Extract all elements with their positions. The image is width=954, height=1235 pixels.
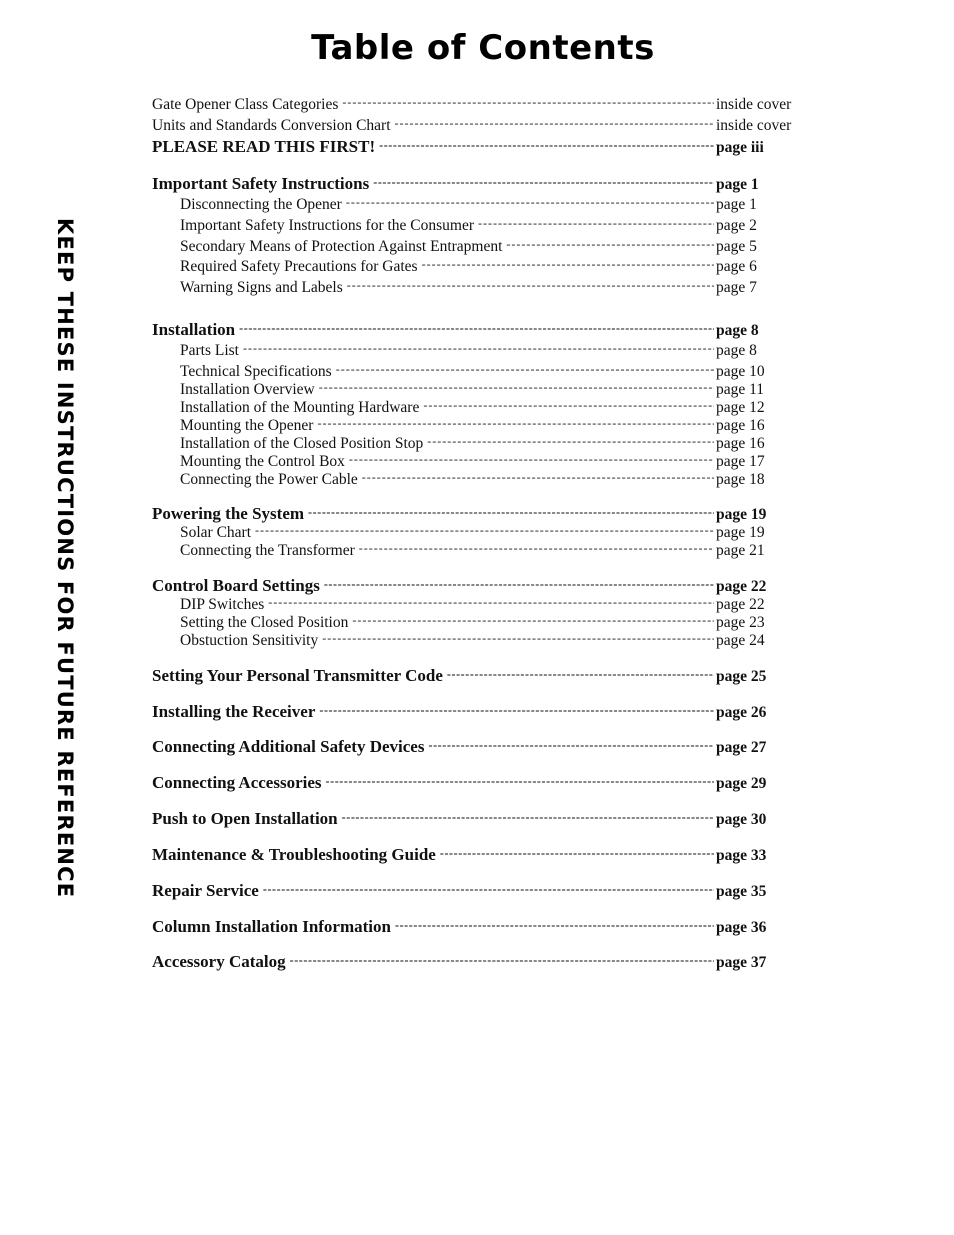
entry-title: Installation xyxy=(152,320,236,339)
dot-leader xyxy=(395,117,714,130)
entry-title: DIP Switches xyxy=(180,596,265,613)
toc-entry-safety-devices[interactable] xyxy=(152,738,802,757)
dot-leader xyxy=(362,471,714,484)
entry-title: Installing the Receiver xyxy=(152,702,316,721)
entry-title: Parts List xyxy=(180,342,239,359)
dot-leader xyxy=(255,524,714,537)
toc-entry-installation[interactable] xyxy=(152,321,802,340)
entry-title: Connecting the Transformer xyxy=(180,542,355,559)
dot-leader xyxy=(268,596,714,609)
entry-title: Installation of the Mounting Hardware xyxy=(180,399,420,416)
toc-entry-push-to-open[interactable] xyxy=(152,810,802,829)
entry-page: page 33 xyxy=(716,847,767,864)
dot-leader xyxy=(373,176,714,189)
entry-page: page 29 xyxy=(716,775,767,792)
entry-page: page 23 xyxy=(716,614,765,631)
dot-leader xyxy=(440,847,714,860)
entry-page: page 18 xyxy=(716,471,765,488)
page-title: Table of Contents xyxy=(311,28,655,68)
toc-entry-transformer[interactable] xyxy=(180,542,802,559)
dot-leader xyxy=(263,883,714,896)
dot-leader xyxy=(427,435,714,448)
dot-leader xyxy=(349,453,714,466)
entry-page: page 12 xyxy=(716,399,765,416)
entry-title: Connecting Additional Safety Devices xyxy=(152,737,425,756)
toc-entry-powering[interactable] xyxy=(152,505,802,524)
toc-entry-parts-list[interactable] xyxy=(180,342,802,359)
dot-leader xyxy=(317,417,714,430)
toc-entry-gate-precautions[interactable] xyxy=(180,258,802,275)
entry-page: inside cover xyxy=(716,96,792,113)
dot-leader xyxy=(359,542,714,555)
entry-title: Important Safety Instructions xyxy=(152,174,370,193)
entry-page: page 8 xyxy=(716,342,757,359)
entry-title: Powering the System xyxy=(152,504,305,523)
toc-entry-dip-switches[interactable] xyxy=(180,596,802,613)
entry-page: page 37 xyxy=(716,954,767,971)
entry-page: page 2 xyxy=(716,217,757,234)
toc-list xyxy=(152,0,802,1235)
entry-title: Mounting the Opener xyxy=(180,417,314,434)
dot-leader xyxy=(428,739,714,752)
entry-page: page 19 xyxy=(716,506,767,523)
toc-entry-control-box[interactable] xyxy=(180,453,802,470)
dot-leader xyxy=(319,704,714,717)
entry-page: page 16 xyxy=(716,435,765,452)
toc-entry-warning-signs[interactable] xyxy=(180,279,802,296)
dot-leader xyxy=(342,811,714,824)
toc-entry-column-install[interactable] xyxy=(152,918,802,937)
dot-leader xyxy=(336,363,714,376)
toc-entry-accessories[interactable] xyxy=(152,774,802,793)
toc-entry-receiver[interactable] xyxy=(152,703,802,722)
dot-leader xyxy=(352,614,714,627)
dot-leader xyxy=(243,342,714,355)
entry-page: page 35 xyxy=(716,883,767,900)
toc-entry-transmitter[interactable] xyxy=(152,667,802,686)
toc-entry-repair[interactable] xyxy=(152,882,802,901)
toc-entry-control-board[interactable] xyxy=(152,577,802,596)
toc-entry-closed-position[interactable] xyxy=(180,614,802,631)
entry-title: Repair Service xyxy=(152,881,259,900)
entry-page: page 36 xyxy=(716,919,767,936)
entry-page: page 19 xyxy=(716,524,765,541)
entry-page: inside cover xyxy=(716,117,792,134)
dot-leader xyxy=(422,258,714,271)
dot-leader xyxy=(322,632,714,645)
entry-title: Installation Overview xyxy=(180,381,315,398)
toc-entry-secondary-protection[interactable] xyxy=(180,238,802,255)
entry-title: Technical Specifications xyxy=(180,363,332,380)
dot-leader xyxy=(379,139,714,152)
entry-page: page 11 xyxy=(716,381,765,398)
toc-entry-maintenance[interactable] xyxy=(152,846,802,865)
entry-page: page 22 xyxy=(716,596,765,613)
entry-title: Column Installation Information xyxy=(152,917,391,936)
toc-entry-disconnect[interactable] xyxy=(180,196,802,213)
side-banner: KEEP THESE INSTRUCTIONS FOR FUTURE REFERENCE xyxy=(53,218,77,899)
toc-entry-mounting-hardware[interactable] xyxy=(180,399,802,416)
entry-page: page 6 xyxy=(716,258,757,275)
entry-page: page 27 xyxy=(716,739,767,756)
dot-leader xyxy=(342,96,714,109)
entry-page: page 1 xyxy=(716,196,757,213)
entry-title: PLEASE READ THIS FIRST! xyxy=(152,137,376,156)
entry-title: Connecting Accessories xyxy=(152,773,322,792)
toc-entry-closed-stop[interactable] xyxy=(180,435,802,452)
entry-title: Connecting the Power Cable xyxy=(180,471,358,488)
dot-leader xyxy=(447,668,714,681)
toc-entry-safety-consumer[interactable] xyxy=(180,217,802,234)
toc-entry-accessory-catalog[interactable] xyxy=(152,953,802,972)
entry-page: page 25 xyxy=(716,668,767,685)
toc-entry-tech-specs[interactable] xyxy=(180,363,802,380)
toc-entry-safety[interactable] xyxy=(152,175,802,194)
dot-leader xyxy=(506,238,714,251)
entry-page: page 30 xyxy=(716,811,767,828)
dot-leader xyxy=(324,578,714,591)
dot-leader xyxy=(423,399,714,412)
dot-leader xyxy=(319,381,714,394)
entry-title: Units and Standards Conversion Chart xyxy=(152,117,391,134)
entry-page: page 16 xyxy=(716,417,765,434)
entry-title: Secondary Means of Protection Against Entrapment xyxy=(180,238,503,255)
dot-leader xyxy=(346,196,714,209)
dot-leader xyxy=(478,217,714,230)
dot-leader xyxy=(290,954,714,967)
entry-title: Important Safety Instructions for the Consumer xyxy=(180,217,475,234)
entry-page: page 5 xyxy=(716,238,757,255)
dot-leader xyxy=(239,322,714,335)
entry-page: page 17 xyxy=(716,453,765,470)
dot-leader xyxy=(395,919,714,932)
toc-entry-read-first[interactable] xyxy=(152,138,802,157)
entry-page: page 21 xyxy=(716,542,765,559)
entry-title: Accessory Catalog xyxy=(152,952,286,971)
entry-page: page 7 xyxy=(716,279,757,296)
toc-entry-mounting-opener[interactable] xyxy=(180,417,802,434)
toc-entry-power-cable[interactable] xyxy=(180,471,802,488)
entry-title: Warning Signs and Labels xyxy=(180,279,343,296)
entry-title: Required Safety Precautions for Gates xyxy=(180,258,418,275)
entry-title: Disconnecting the Opener xyxy=(180,196,342,213)
entry-title: Installation of the Closed Position Stop xyxy=(180,435,424,452)
dot-leader xyxy=(308,506,714,519)
entry-title: Setting the Closed Position xyxy=(180,614,349,631)
toc-entry-gate-opener-class[interactable] xyxy=(152,96,802,113)
entry-title: Gate Opener Class Categories xyxy=(152,96,339,113)
entry-page: page 10 xyxy=(716,363,765,380)
entry-page: page iii xyxy=(716,139,764,156)
dot-leader xyxy=(347,279,714,292)
entry-title: Control Board Settings xyxy=(152,576,320,595)
toc-entry-obstruction[interactable] xyxy=(180,632,802,649)
entry-title: Setting Your Personal Transmitter Code xyxy=(152,666,443,685)
entry-page: page 26 xyxy=(716,704,767,721)
entry-page: page 8 xyxy=(716,322,759,339)
entry-title: Maintenance & Troubleshooting Guide xyxy=(152,845,436,864)
toc-entry-units-chart[interactable] xyxy=(152,117,802,134)
entry-page: page 24 xyxy=(716,632,765,649)
entry-title: Solar Chart xyxy=(180,524,252,541)
toc-entry-install-overview[interactable] xyxy=(180,381,802,398)
entry-page: page 1 xyxy=(716,176,759,193)
entry-title: Obstuction Sensitivity xyxy=(180,632,319,649)
entry-title: Push to Open Installation xyxy=(152,809,338,828)
entry-title: Mounting the Control Box xyxy=(180,453,345,470)
entry-page: page 22 xyxy=(716,578,767,595)
toc-entry-solar-chart[interactable] xyxy=(180,524,802,541)
dot-leader xyxy=(326,775,714,788)
